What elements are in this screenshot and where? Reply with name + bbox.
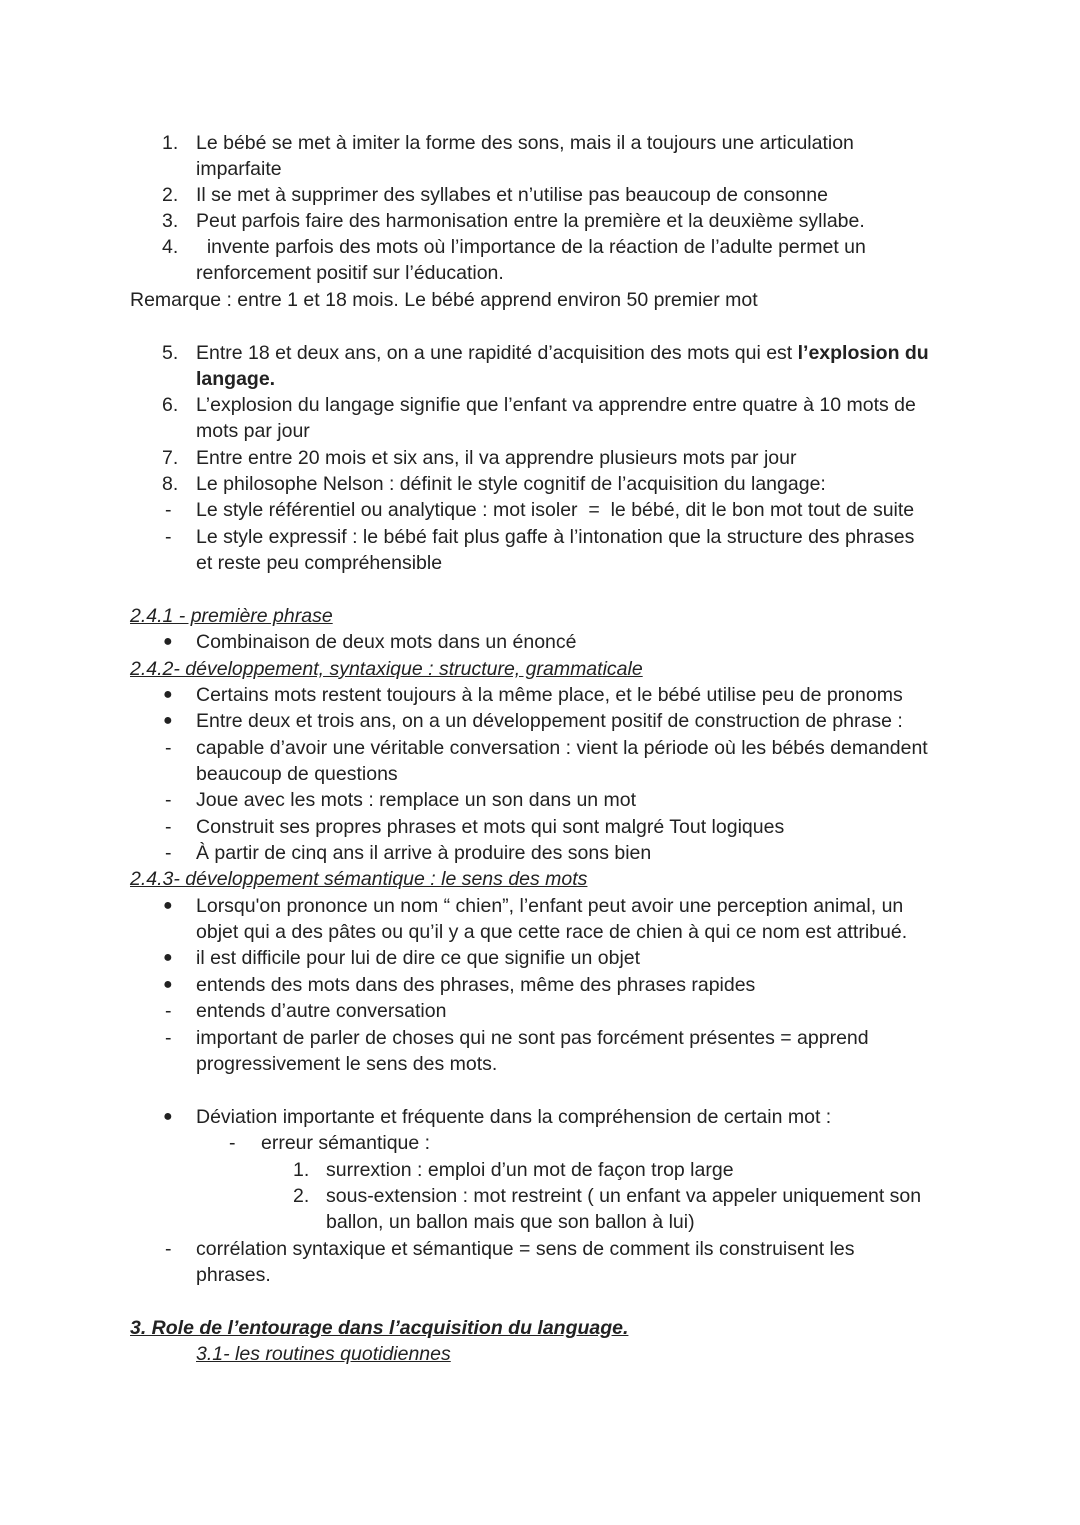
- list-item-text: Le style expressif : le bébé fait plus gaffe à l’intonation que la structure des phrases: [196, 526, 915, 548]
- dash-marker: -: [165, 526, 172, 548]
- bullet-marker: ●: [163, 1108, 173, 1125]
- list-item-text: Déviation importante et fréquente dans la compréhension de certain mot :: [196, 1106, 832, 1128]
- list-item-text: Certains mots restent toujours à la même place, et le bébé utilise peu de pronoms: [196, 684, 903, 706]
- list-item-text: et reste peu compréhensible: [196, 552, 443, 574]
- list-marker: 2.: [293, 1185, 310, 1207]
- dash-marker: -: [165, 842, 172, 864]
- bullet-marker: ●: [163, 976, 173, 993]
- list-item-text: Entre deux et trois ans, on a un développement positif de construction de phrase :: [196, 710, 903, 732]
- list-marker: 7.: [162, 447, 179, 469]
- list-item-text-part: Entre 18 et deux ans, on a une rapidité d’acquisition des mots qui est: [196, 342, 798, 364]
- section-heading: 2.4.3- développement sémantique : le sens des mots: [130, 868, 588, 890]
- list-item-text: Lorsqu'on prononce un nom “ chien”, l’enfant peut avoir une perception animal, un: [196, 895, 904, 917]
- list-item-text: mots par jour: [196, 420, 310, 442]
- list-item-text: entends d’autre conversation: [196, 1000, 447, 1022]
- dash-marker: -: [165, 789, 172, 811]
- list-item-text: imparfaite: [196, 158, 282, 180]
- bold-term: l’explosion du: [797, 342, 929, 364]
- list-item-text: ballon, un ballon mais que son ballon à lui): [326, 1211, 695, 1233]
- list-item-text: important de parler de choses qui ne sont pas forcément présentes = apprend: [196, 1027, 869, 1049]
- bullet-marker: ●: [163, 686, 173, 703]
- list-item-text: Il se met à supprimer des syllabes et n’utilise pas beaucoup de consonne: [196, 184, 828, 206]
- list-item-text: Peut parfois faire des harmonisation entre la première et la deuxième syllabe.: [196, 210, 865, 232]
- list-item-text: surrextion : emploi d’un mot de façon trop large: [326, 1159, 734, 1181]
- list-marker: 4.: [162, 236, 179, 258]
- dash-marker: -: [165, 1238, 172, 1260]
- list-marker: 8.: [162, 473, 179, 495]
- bullet-marker: ●: [163, 712, 173, 729]
- list-item-text: progressivement le sens des mots.: [196, 1053, 498, 1075]
- list-marker: 3.: [162, 210, 179, 232]
- list-item-text: Le bébé se met à imiter la forme des sons, mais il a toujours une articulation: [196, 132, 854, 154]
- list-item-text: Combinaison de deux mots dans un énoncé: [196, 631, 577, 653]
- list-item-text: il est difficile pour lui de dire ce que signifie un objet: [196, 947, 641, 969]
- bullet-marker: ●: [163, 633, 173, 650]
- list-item-text: corrélation syntaxique et sémantique = sens de comment ils construisent les: [196, 1238, 855, 1260]
- list-item-text: renforcement positif sur l’éducation.: [196, 262, 504, 284]
- dash-marker: -: [165, 737, 172, 759]
- list-marker: 6.: [162, 394, 179, 416]
- list-item-text: capable d’avoir une véritable conversation : vient la période où les bébés demandent: [196, 737, 928, 759]
- list-item-text: [196, 340, 929, 366]
- list-item-text: À partir de cinq ans il arrive à produire des sons bien: [196, 842, 652, 864]
- list-marker: 2.: [162, 184, 179, 206]
- section-heading: 2.4.1 - première phrase: [130, 605, 333, 627]
- section-title: 3. Role de l’entourage dans l’acquisition du language.: [130, 1317, 629, 1339]
- dash-marker: -: [229, 1132, 236, 1154]
- list-marker: 1.: [293, 1159, 310, 1181]
- list-item-text: Le style référentiel ou analytique : mot isoler = le bébé, dit le bon mot tout de suite: [196, 499, 915, 521]
- dash-marker: -: [165, 1000, 172, 1022]
- list-item-text: Entre entre 20 mois et six ans, il va apprendre plusieurs mots par jour: [196, 447, 797, 469]
- remark-paragraph: Remarque : entre 1 et 18 mois. Le bébé apprend environ 50 premier mot: [130, 289, 758, 311]
- dash-marker: -: [165, 1027, 172, 1049]
- list-marker: 5.: [162, 342, 179, 364]
- list-item-text: Joue avec les mots : remplace un son dans un mot: [196, 789, 637, 811]
- list-item-text: Construit ses propres phrases et mots qui sont malgré Tout logiques: [196, 816, 785, 838]
- list-item-text: invente parfois des mots où l’importance de la réaction de l’adulte permet un: [196, 236, 866, 258]
- dash-marker: -: [165, 499, 172, 521]
- dash-marker: -: [165, 816, 172, 838]
- list-item-text: sous-extension : mot restreint ( un enfant va appeler uniquement son: [326, 1185, 922, 1207]
- bullet-marker: ●: [163, 949, 173, 966]
- list-marker: 1.: [162, 132, 179, 154]
- subsection-heading: 3.1- les routines quotidiennes: [196, 1343, 451, 1365]
- list-item-text: Le philosophe Nelson : définit le style cognitif de l’acquisition du langage:: [196, 473, 826, 495]
- list-item-text: entends des mots dans des phrases, même des phrases rapides: [196, 974, 756, 996]
- list-item-text: beaucoup de questions: [196, 763, 398, 785]
- bold-term: langage.: [196, 368, 276, 390]
- list-item-text: erreur sémantique :: [261, 1132, 431, 1154]
- section-heading: 2.4.2- développement, syntaxique : structure, grammaticale: [130, 658, 643, 680]
- list-item-text: L’explosion du langage signifie que l’enfant va apprendre entre quatre à 10 mots de: [196, 394, 916, 416]
- bullet-marker: ●: [163, 897, 173, 914]
- list-item-text: objet qui a des pâtes ou qu’il y a que cette race de chien à qui ce nom est attribué.: [196, 921, 908, 943]
- list-item-text: phrases.: [196, 1264, 271, 1286]
